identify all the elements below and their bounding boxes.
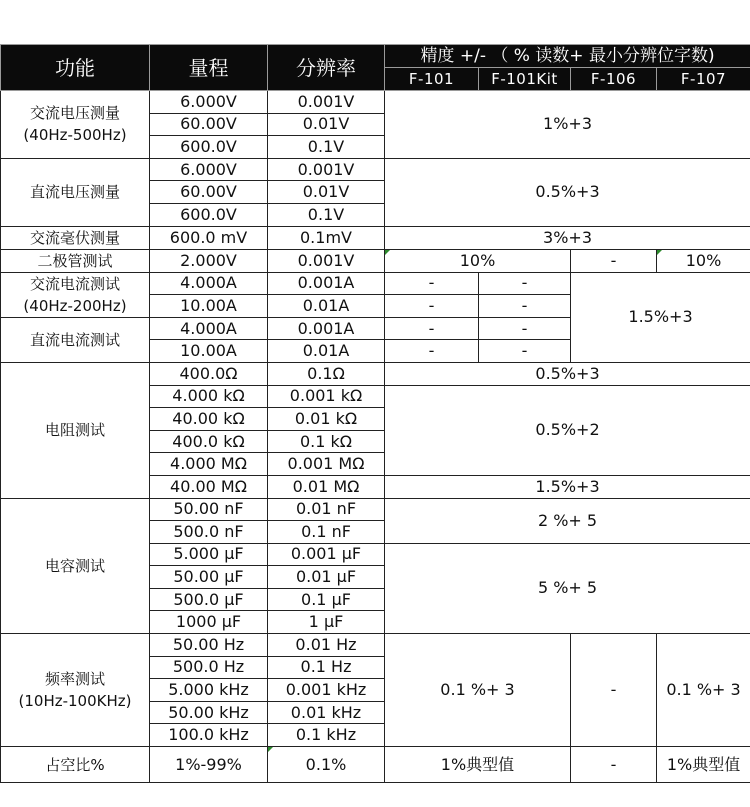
- table-row: [1, 249, 750, 272]
- resolution-cell: 0.01 nF: [268, 498, 385, 521]
- accuracy-cell-f101: 10%: [385, 249, 571, 272]
- range-cell: 1000 μF: [150, 611, 268, 634]
- resolution-cell: 0.001V: [268, 158, 385, 181]
- resolution-cell: 0.01V: [268, 181, 385, 204]
- function-freq: (10Hz-100KHz): [18, 692, 132, 711]
- table-row: [1, 634, 750, 657]
- range-cell: 10.00A: [150, 295, 268, 318]
- range-cell: 4.000A: [150, 272, 268, 295]
- resolution-cell: 0.1 Hz: [268, 656, 385, 679]
- header-model-f101: F-101: [385, 68, 479, 91]
- table-row: [1, 498, 750, 521]
- resolution-cell: 0.001V: [268, 91, 385, 114]
- range-cell: 500.0 nF: [150, 521, 268, 544]
- resolution-cell: 0.01 kHz: [268, 701, 385, 724]
- resolution-cell: 0.1 μF: [268, 588, 385, 611]
- resolution-cell: 0.1V: [268, 203, 385, 226]
- header-model-f107: F-107: [657, 68, 750, 91]
- accuracy-cell-f107: 10%: [657, 249, 750, 272]
- resolution-cell: 0.1 kΩ: [268, 430, 385, 453]
- resolution-cell: 0.01 MΩ: [268, 475, 385, 498]
- resolution-cell: 0.01V: [268, 113, 385, 136]
- accuracy-cell-f101: 0.1 %+ 3: [385, 634, 571, 747]
- accuracy-cell-f106: -: [571, 249, 657, 272]
- range-cell: 600.0 mV: [150, 226, 268, 249]
- range-cell: 2.000V: [150, 249, 268, 272]
- table-row: [1, 362, 750, 385]
- range-cell: 500.0 Hz: [150, 656, 268, 679]
- accuracy-cell: 5 %+ 5: [385, 543, 750, 633]
- accuracy-cell-f101kit: -: [479, 317, 571, 340]
- range-cell: 5.000 μF: [150, 543, 268, 566]
- function-capacitance: 电容测试: [1, 498, 150, 634]
- resolution-cell: 0.1 nF: [268, 521, 385, 544]
- resolution-cell: 0.001 MΩ: [268, 453, 385, 476]
- range-cell: 500.0 μF: [150, 588, 268, 611]
- range-cell: 6.000V: [150, 91, 268, 114]
- range-cell: 50.00 Hz: [150, 634, 268, 657]
- table-row: [1, 272, 750, 295]
- accuracy-cell: 0.5%+3: [385, 158, 750, 226]
- range-cell: 400.0 kΩ: [150, 430, 268, 453]
- resolution-cell: 1 μF: [268, 611, 385, 634]
- range-cell: 50.00 kHz: [150, 701, 268, 724]
- accuracy-cell-f101: -: [385, 295, 479, 318]
- resolution-cell: 0.1%: [268, 747, 385, 783]
- range-cell: 5.000 kHz: [150, 679, 268, 702]
- range-cell: 1%-99%: [150, 747, 268, 783]
- table-row: [1, 158, 750, 181]
- accuracy-cell-f101kit: -: [479, 295, 571, 318]
- function-label: 交流电压测量: [29, 104, 120, 123]
- header-model-f101kit: F-101Kit: [479, 68, 571, 91]
- accuracy-cell-f101kit: -: [479, 272, 571, 295]
- resolution-cell: 0.01A: [268, 340, 385, 363]
- range-cell: 10.00A: [150, 340, 268, 363]
- range-cell: 40.00 MΩ: [150, 475, 268, 498]
- accuracy-cell-f101: 1%典型值: [385, 747, 571, 783]
- range-cell: 600.0V: [150, 136, 268, 159]
- accuracy-cell-current: 1.5%+3: [571, 272, 750, 362]
- resolution-cell: 0.001V: [268, 249, 385, 272]
- range-cell: 60.00V: [150, 181, 268, 204]
- resolution-cell: 0.01 Hz: [268, 634, 385, 657]
- accuracy-cell: 0.5%+3: [385, 362, 750, 385]
- function-frequency: [1, 634, 150, 747]
- accuracy-cell: 2 %+ 5: [385, 498, 750, 543]
- range-cell: 60.00V: [150, 113, 268, 136]
- resolution-cell: 0.001 μF: [268, 543, 385, 566]
- range-cell: 100.0 kHz: [150, 724, 268, 747]
- spec-table: [0, 44, 750, 783]
- resolution-cell: 0.01 μF: [268, 566, 385, 589]
- range-cell: 4.000A: [150, 317, 268, 340]
- accuracy-cell: 1.5%+3: [385, 475, 750, 498]
- resolution-cell: 0.001A: [268, 317, 385, 340]
- header-model-f106: F-106: [571, 68, 657, 91]
- accuracy-cell-f101: -: [385, 317, 479, 340]
- accuracy-cell-f107: 0.1 %+ 3: [657, 634, 750, 747]
- header-function: 功能: [1, 45, 150, 91]
- accuracy-cell: 1%+3: [385, 91, 750, 159]
- resolution-cell: 0.1mV: [268, 226, 385, 249]
- function-resistance: 电阻测试: [1, 362, 150, 498]
- resolution-cell: 0.001A: [268, 272, 385, 295]
- header-resolution: 分辨率: [268, 45, 385, 91]
- accuracy-cell-f101: -: [385, 272, 479, 295]
- resolution-cell: 0.001 kΩ: [268, 385, 385, 408]
- function-dc-current: 直流电流测试: [1, 317, 150, 362]
- accuracy-cell-f106: -: [571, 747, 657, 783]
- function-diode: 二极管测试: [1, 249, 150, 272]
- range-cell: 6.000V: [150, 158, 268, 181]
- resolution-cell: 0.1Ω: [268, 362, 385, 385]
- table-row: [1, 91, 750, 114]
- accuracy-cell-f101kit: -: [479, 340, 571, 363]
- resolution-cell: 0.01 kΩ: [268, 408, 385, 431]
- function-ac-voltage: [1, 91, 150, 159]
- range-cell: 50.00 nF: [150, 498, 268, 521]
- function-label: 频率测试: [44, 670, 105, 689]
- range-cell: 4.000 MΩ: [150, 453, 268, 476]
- range-cell: 600.0V: [150, 203, 268, 226]
- table-row: [1, 226, 750, 249]
- resolution-cell: 0.1 kHz: [268, 724, 385, 747]
- function-duty-cycle: 占空比%: [1, 747, 150, 783]
- range-cell: 4.000 kΩ: [150, 385, 268, 408]
- accuracy-cell-f107: 1%典型值: [657, 747, 750, 783]
- accuracy-cell: 0.5%+2: [385, 385, 750, 475]
- resolution-cell: 0.1V: [268, 136, 385, 159]
- range-cell: 400.0Ω: [150, 362, 268, 385]
- function-dc-voltage: 直流电压测量: [1, 158, 150, 226]
- accuracy-cell-f106: -: [571, 634, 657, 747]
- resolution-cell: 0.01A: [268, 295, 385, 318]
- spec-table-wrapper: [0, 44, 750, 783]
- accuracy-cell-f101: -: [385, 340, 479, 363]
- table-row: [1, 747, 750, 783]
- function-freq: (40Hz-500Hz): [23, 126, 127, 145]
- function-ac-mv: 交流毫伏测量: [1, 226, 150, 249]
- function-ac-current: [1, 272, 150, 317]
- range-cell: 50.00 μF: [150, 566, 268, 589]
- function-label: 交流电流测试: [29, 274, 120, 293]
- accuracy-cell: 3%+3: [385, 226, 750, 249]
- header-range: 量程: [150, 45, 268, 91]
- function-freq: (40Hz-200Hz): [23, 296, 127, 315]
- range-cell: 40.00 kΩ: [150, 408, 268, 431]
- resolution-cell: 0.001 kHz: [268, 679, 385, 702]
- header-accuracy: 精度 +/- （ % 读数+ 最小分辨位字数): [385, 45, 750, 68]
